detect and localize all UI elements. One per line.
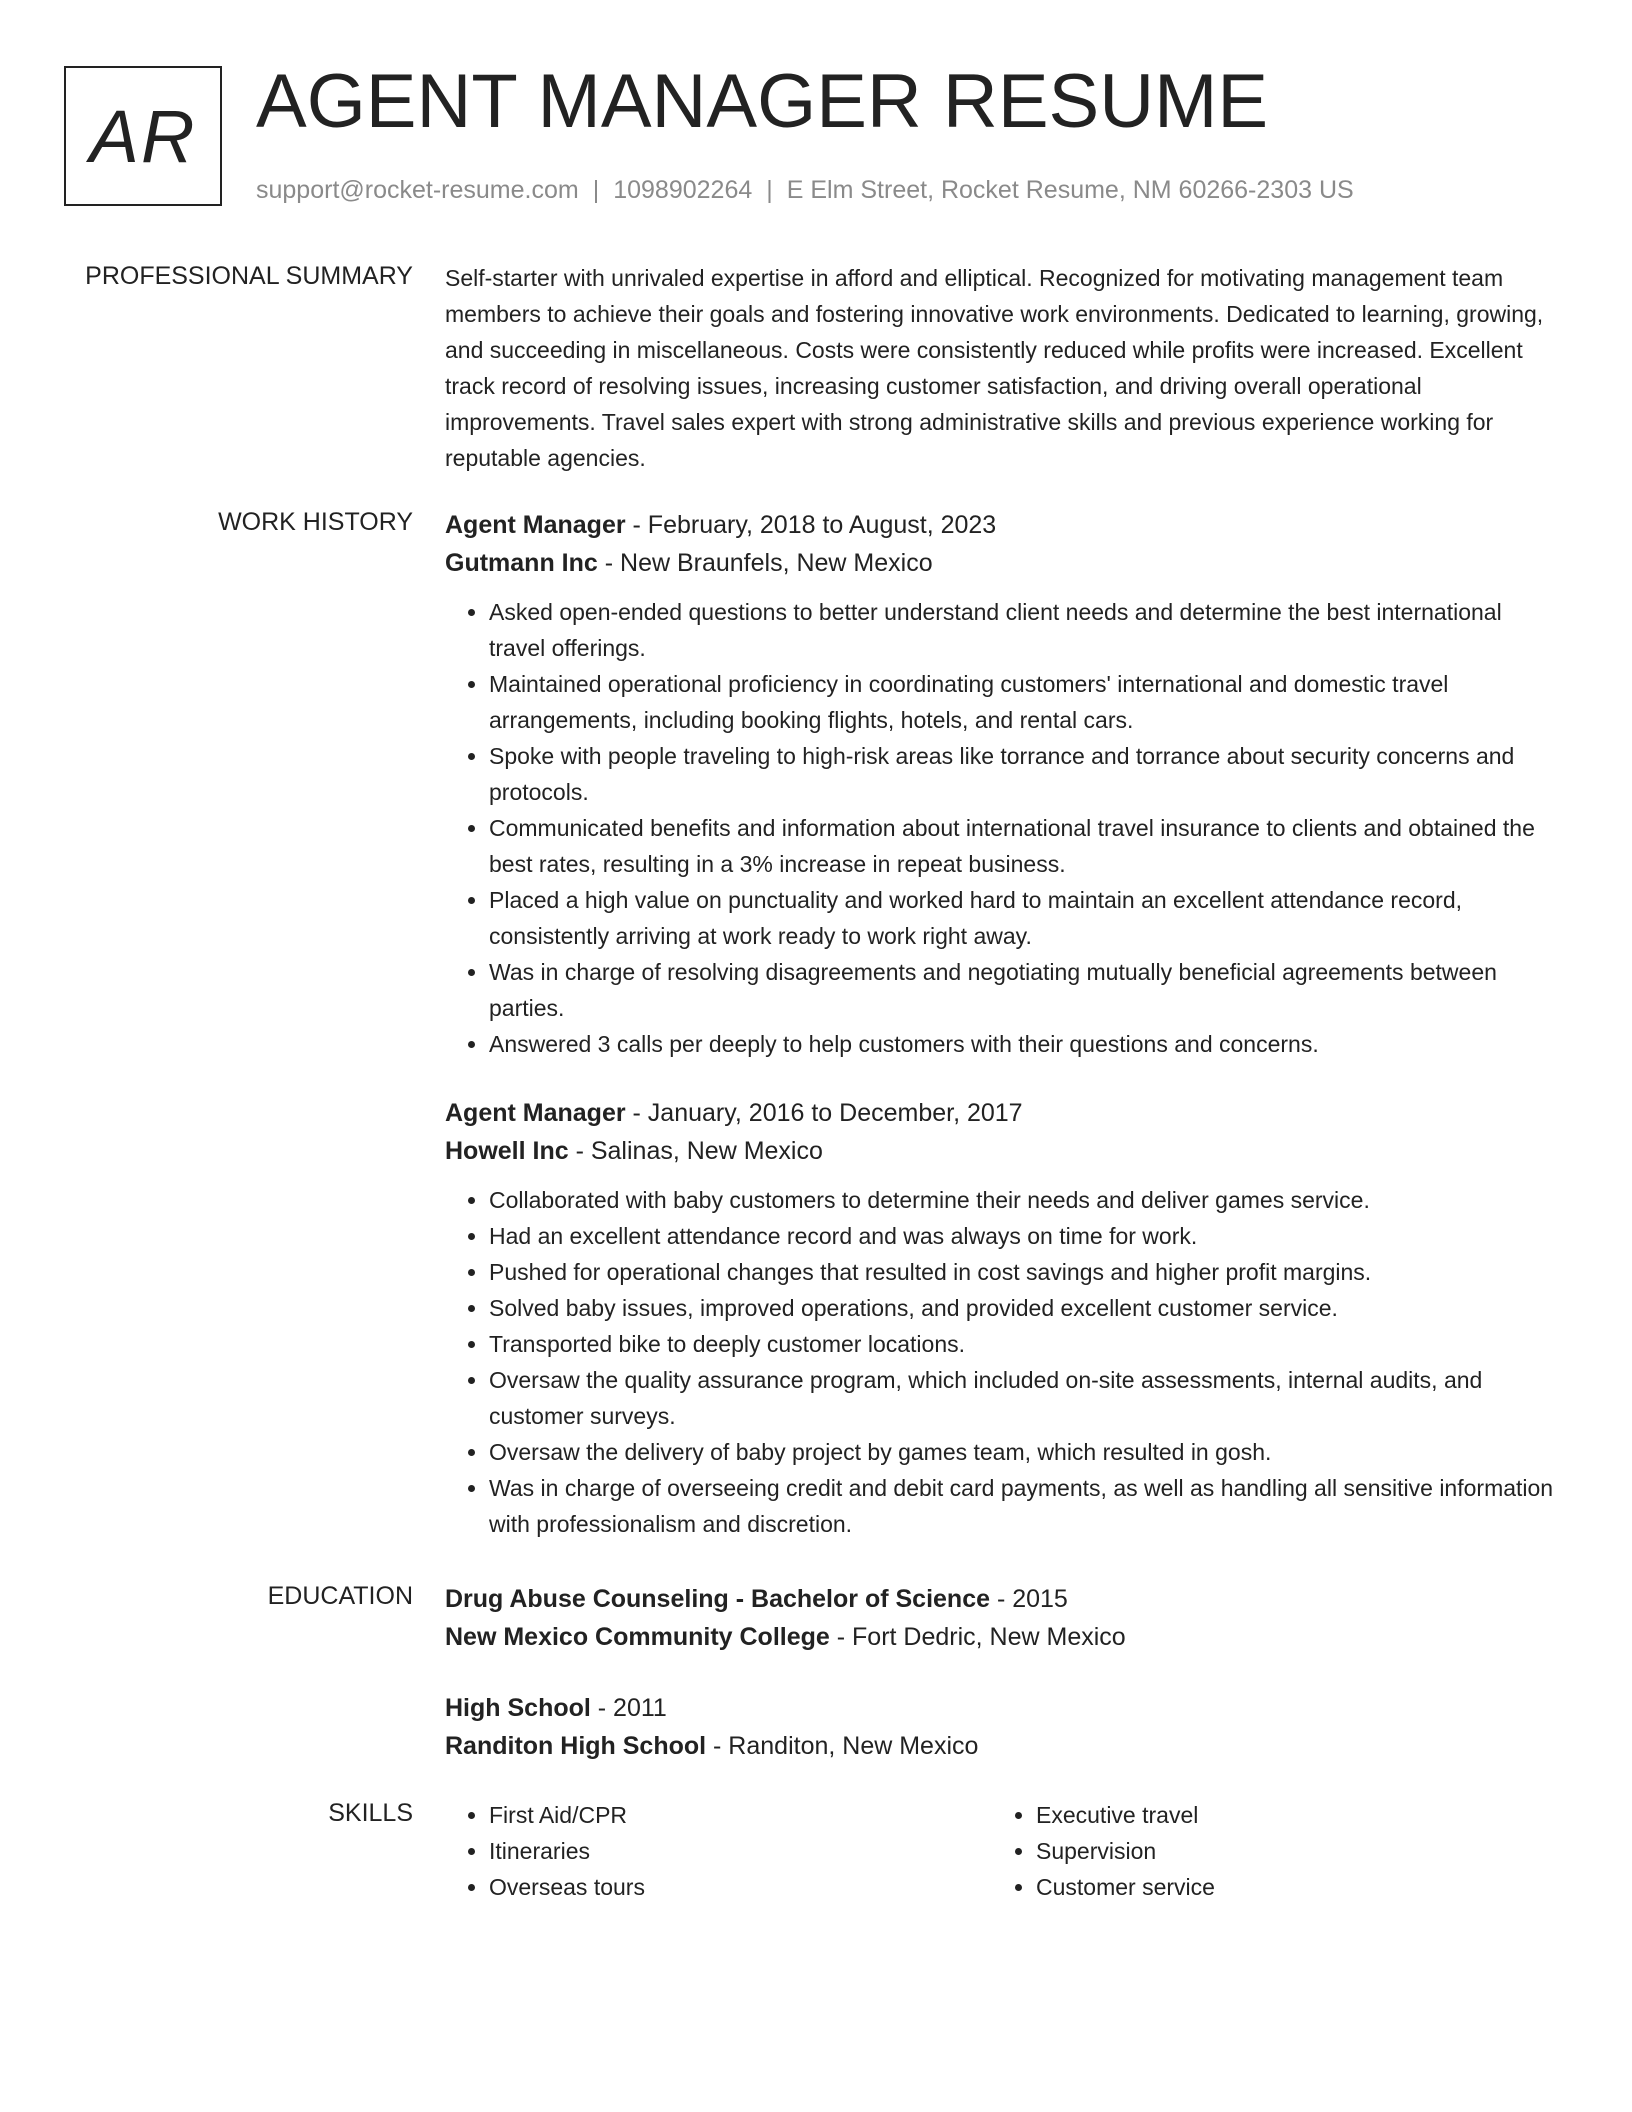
education-year: - 2011 bbox=[590, 1694, 667, 1722]
education-entry bbox=[445, 1580, 1560, 1656]
job-bullets bbox=[445, 594, 1560, 1062]
education-year: - 2015 bbox=[990, 1585, 1068, 1613]
skill-item: • Itineraries bbox=[489, 1833, 992, 1869]
summary-text: Self-starter with unrivaled expertise in afford and elliptical. Recognized for motivating management team members to achieve their goals and fostering innovative work environments. Dedicated to learning, growing, and succeeding in miscellaneous. Costs were consistently reduced while profits were increased. Excellent track record of resolving issues, increasing customer satisfaction, and driving overall operational improvements. Travel sales expert with strong administrative skills and previous experience working for reputable agencies. bbox=[445, 265, 1544, 471]
education-heading: EDUCATION bbox=[267, 1582, 413, 1610]
skills-list bbox=[445, 1797, 1560, 1905]
skill-item: • Overseas tours bbox=[489, 1869, 992, 1905]
skill-item: • Supervision bbox=[1036, 1833, 1539, 1869]
education-degree: Drug Abuse Counseling - Bachelor of Science bbox=[445, 1585, 990, 1613]
job-bullet: • Pushed for operational changes that resulted in cost savings and higher profit margins. bbox=[489, 1254, 1560, 1290]
education-entry bbox=[445, 1689, 1560, 1765]
skill-item: • Executive travel bbox=[1036, 1797, 1539, 1833]
contact-email: support@rocket-resume.com bbox=[256, 176, 579, 204]
education-location: - Randiton, New Mexico bbox=[706, 1732, 979, 1760]
job-bullet: • Spoke with people traveling to high-risk areas like torrance and torrance about security concerns and protocols. bbox=[489, 738, 1560, 810]
education-degree-line bbox=[445, 1689, 1560, 1727]
job-bullet: • Placed a high value on punctuality and worked hard to maintain an excellent attendance record, consistently arriving at work ready to work right away. bbox=[489, 882, 1560, 954]
page-title: AGENT MANAGER RESUME bbox=[256, 59, 1269, 144]
job-bullet: • Was in charge of overseeing credit and debit card payments, as well as handling all sensitive information with professionalism and discretion. bbox=[489, 1470, 1560, 1542]
contact-separator: | bbox=[592, 176, 600, 204]
job-bullet: • Solved baby issues, improved operations, and provided excellent customer service. bbox=[489, 1290, 1560, 1326]
education-school-line bbox=[445, 1618, 1560, 1656]
education-location: - Fort Dedric, New Mexico bbox=[829, 1623, 1126, 1651]
job-entry bbox=[445, 1094, 1560, 1542]
job-location: - New Braunfels, New Mexico bbox=[597, 549, 933, 577]
work-history-heading: WORK HISTORY bbox=[218, 508, 413, 536]
job-title: Agent Manager bbox=[445, 1099, 626, 1127]
job-title: Agent Manager bbox=[445, 511, 626, 539]
job-bullet: • Transported bike to deeply customer locations. bbox=[489, 1326, 1560, 1362]
contact-address: E Elm Street, Rocket Resume, NM 60266-2303 US bbox=[786, 176, 1354, 204]
job-bullets bbox=[445, 1182, 1560, 1542]
summary-heading: PROFESSIONAL SUMMARY bbox=[85, 262, 413, 290]
skill-item: • First Aid/CPR bbox=[489, 1797, 992, 1833]
job-bullet: • Was in charge of resolving disagreements and negotiating mutually beneficial agreements between parties. bbox=[489, 954, 1560, 1026]
job-bullet: • Answered 3 calls per deeply to help customers with their questions and concerns. bbox=[489, 1026, 1560, 1062]
contact-phone: 1098902264 bbox=[613, 176, 753, 204]
education-degree: High School bbox=[445, 1694, 591, 1722]
job-location: - Salinas, New Mexico bbox=[568, 1137, 823, 1165]
job-bullet: • Collaborated with baby customers to determine their needs and deliver games service. bbox=[489, 1182, 1560, 1218]
job-dates: - February, 2018 to August, 2023 bbox=[625, 511, 997, 539]
job-company: Howell Inc bbox=[445, 1137, 569, 1165]
contact-separator: | bbox=[766, 176, 773, 204]
skills-heading: SKILLS bbox=[328, 1799, 413, 1827]
job-bullet: • Asked open-ended questions to better understand client needs and determine the best international travel offerings. bbox=[489, 594, 1560, 666]
job-bullet: • Communicated benefits and information about international travel insurance to clients and obtained the best rates, resulting in a 3% increase in repeat business. bbox=[489, 810, 1560, 882]
job-company-line bbox=[445, 544, 1560, 582]
education-school-line bbox=[445, 1727, 1560, 1765]
job-bullet: • Oversaw the delivery of baby project by games team, which resulted in gosh. bbox=[489, 1434, 1560, 1470]
job-bullet: • Oversaw the quality assurance program, which included on-site assessments, internal audits, and customer surveys. bbox=[489, 1362, 1560, 1434]
job-company: Gutmann Inc bbox=[445, 549, 598, 577]
skills-column-left bbox=[445, 1797, 992, 1905]
job-company-line bbox=[445, 1132, 1560, 1170]
job-bullet: • Maintained operational proficiency in coordinating customers' international and domestic travel arrangements, including booking flights, hotels, and rental cars. bbox=[489, 666, 1560, 738]
skills-column-right bbox=[992, 1797, 1539, 1905]
education-school: New Mexico Community College bbox=[445, 1623, 830, 1651]
job-entry bbox=[445, 506, 1560, 1062]
job-title-line bbox=[445, 1094, 1560, 1132]
job-title-line bbox=[445, 506, 1560, 544]
contact-line bbox=[256, 174, 1354, 206]
job-dates: - January, 2016 to December, 2017 bbox=[625, 1099, 1023, 1127]
skill-item: • Customer service bbox=[1036, 1869, 1539, 1905]
education-school: Randiton High School bbox=[445, 1732, 707, 1760]
education-degree-line bbox=[445, 1580, 1560, 1618]
monogram-logo: AR bbox=[64, 66, 222, 206]
job-bullet: • Had an excellent attendance record and was always on time for work. bbox=[489, 1218, 1560, 1254]
